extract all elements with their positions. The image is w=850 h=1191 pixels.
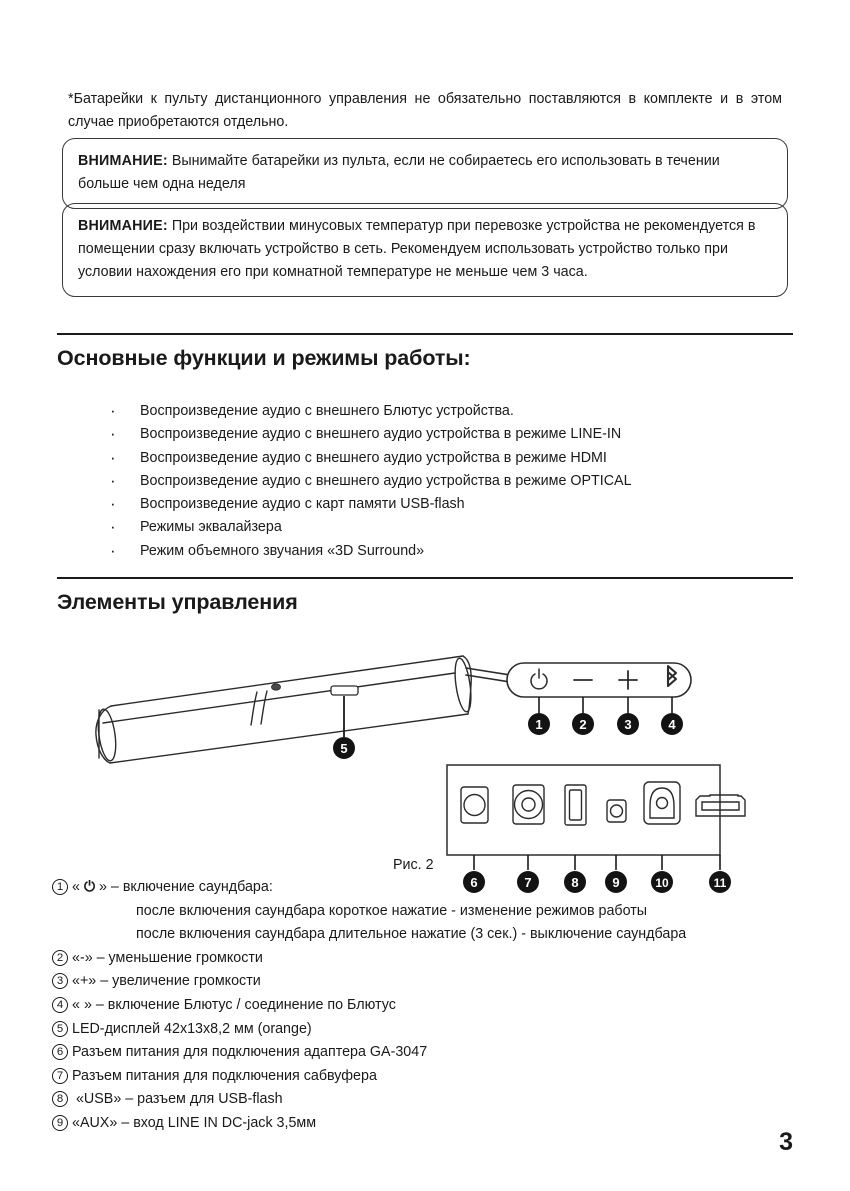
callout-10: 10 (655, 876, 669, 890)
section-divider (57, 577, 793, 579)
legend-prefix: « (72, 879, 84, 895)
page-number: 3 (779, 1128, 793, 1156)
callout-11: 11 (713, 876, 727, 890)
legend-number: 2 (52, 950, 68, 966)
callout-6: 6 (470, 875, 478, 890)
legend-item-1 (52, 876, 812, 947)
power-icon: ⏻ (83, 879, 96, 895)
legend-list (52, 876, 812, 1136)
callout-3: 3 (624, 717, 632, 732)
control-panel (507, 663, 691, 697)
legend-text: «USB» – разъем для USB-flash (72, 1091, 283, 1108)
callout-1: 1 (535, 717, 543, 732)
section-divider (57, 333, 793, 335)
callout-badge-group (528, 713, 683, 735)
figure-caption: Рис. 2 (393, 857, 434, 873)
list-item: · Воспроизведение аудио с внешнего Блютус устройства. (108, 400, 768, 423)
list-item: · Режим объемного звучания «3D Surround» (108, 540, 768, 563)
legend-subline: после включения саундбара длительное нажатие (3 сек.) - выключение саундбара (136, 926, 687, 943)
legend-item-9 (52, 1112, 812, 1136)
list-item: · Режимы эквалайзера (108, 516, 768, 539)
legend-item-2 (52, 947, 812, 971)
warning-text: При воздействии минусовых температур при перевозке устройства не рекомендуется в помещении сразу включать устройство в сеть. Рекомендуем использовать устройство только при условии нахождения его при комнатной температуре не меньше чем 3 часа. (78, 218, 756, 280)
list-item: · Воспроизведение аудио с внешнего аудио устройства в режиме HDMI (108, 447, 768, 470)
features-list (108, 400, 768, 563)
legend-number: 1 (52, 879, 68, 895)
legend-item-8 (52, 1088, 812, 1112)
legend-text: «-» – уменьшение громкости (72, 949, 263, 966)
legend-text: LED-дисплей 42x13x8,2 мм (orange) (72, 1020, 312, 1037)
legend-item-7 (52, 1065, 812, 1089)
intro-paragraph: *Батарейки к пульту дистанционного управления не обязательно поставляются в комплекте и в этом случае приобретаются отдельно. (68, 91, 782, 131)
list-item: · Воспроизведение аудио с внешнего аудио устройства в режиме OPTICAL (108, 470, 768, 493)
legend-text: » – включение саундбара: (95, 879, 273, 895)
list-item: · Воспроизведение аудио с внешнего аудио устройства в режиме LINE-IN (108, 423, 768, 446)
callout-7: 7 (524, 875, 532, 890)
legend-number: 7 (52, 1068, 68, 1084)
callout-8: 8 (571, 875, 579, 890)
legend-number: 6 (52, 1044, 68, 1060)
callout-9: 9 (612, 875, 620, 890)
warning-label: ВНИМАНИЕ: (78, 218, 168, 234)
legend-prefix: « (72, 996, 84, 1013)
legend-text: «AUX» – вход LINE IN DC-jack 3,5мм (72, 1114, 317, 1131)
legend-subline: после включения саундбара короткое нажатие - изменение режимов работы (136, 902, 648, 919)
warning-text: Вынимайте батарейки из пульта, если не собираетесь его использовать в течении больше чем одна неделя (78, 153, 720, 192)
legend-item-3 (52, 970, 812, 994)
page-title-controls: Элементы управления (57, 590, 298, 614)
legend-text: «+» – увеличение громкости (72, 973, 261, 990)
legend-number: 8 (52, 1091, 68, 1107)
warning-label: ВНИМАНИЕ: (78, 153, 168, 169)
legend-item-6 (52, 1041, 812, 1065)
legend-text: Разъем питания для подключения сабвуфера (72, 1067, 377, 1084)
soundbar-illustration (95, 656, 473, 763)
legend-number: 5 (52, 1021, 68, 1037)
legend-item-4 (52, 994, 812, 1018)
list-item: · Воспроизведение аудио с карт памяти USB-flash (108, 493, 768, 516)
page-title-functions: Основные функции и режимы работы: (57, 346, 471, 370)
warning-box-battery (62, 138, 788, 209)
legend-number: 9 (52, 1115, 68, 1131)
legend-number: 4 (52, 997, 68, 1013)
legend-text: » – включение Блютус / соединение по Блютус (83, 996, 396, 1013)
warning-box-temperature (62, 203, 788, 297)
callout-5: 5 (340, 741, 348, 756)
legend-text: Разъем питания для подключения адаптера GA-3047 (72, 1044, 428, 1061)
callout-2: 2 (579, 717, 587, 732)
legend-number: 3 (52, 973, 68, 989)
callout-4: 4 (668, 717, 676, 732)
legend-item-5 (52, 1018, 812, 1042)
